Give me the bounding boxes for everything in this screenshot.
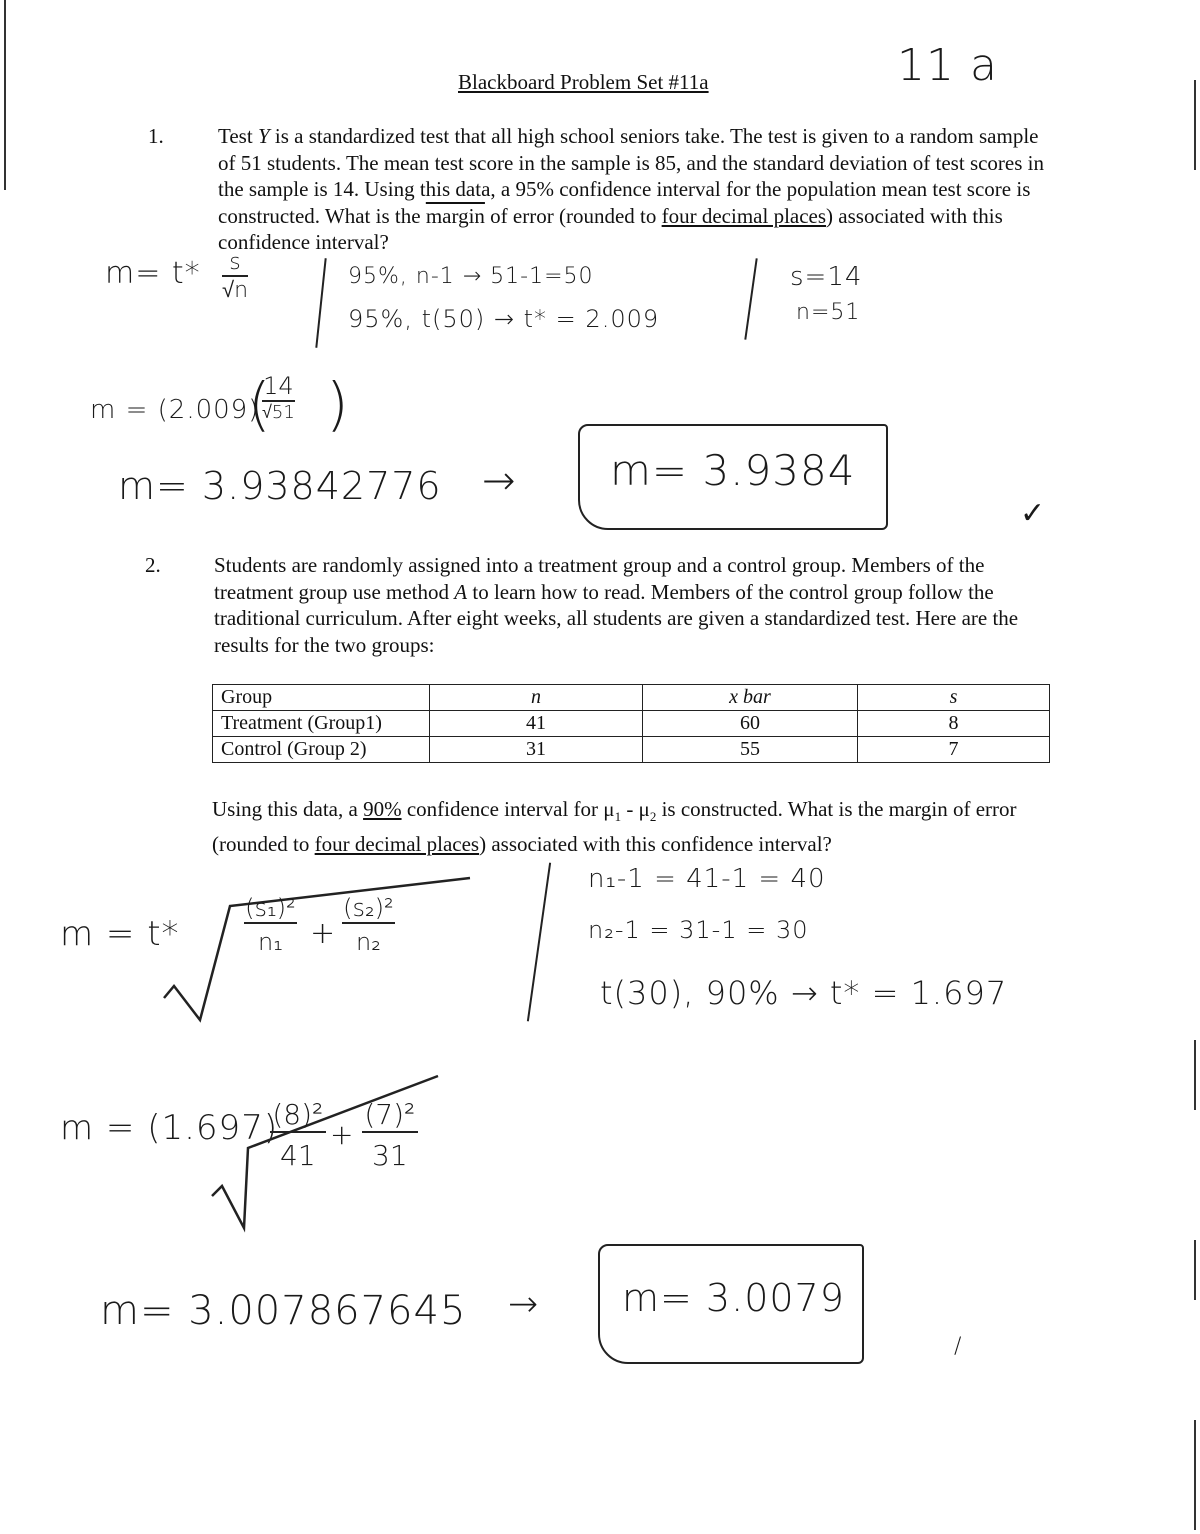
p2-formula-lhs: m = t* xyxy=(60,914,180,954)
p2-sub-term2: $\frac{\text{(7)²}}{31}$ xyxy=(362,1098,418,1172)
p1-formula-lhs: m= t* xyxy=(105,256,201,291)
p2-result-full: m= 3.007867645 xyxy=(100,1288,467,1334)
p2-df-line-3: t(30), 90% → t* = 1.697 xyxy=(600,974,1008,1012)
p1-formula-fraction: $\frac{s}{√n}$ xyxy=(222,250,249,303)
table-header-cell: Group xyxy=(213,685,430,711)
scan-edge-left xyxy=(4,0,6,190)
table-cell: Control (Group 2) xyxy=(213,737,430,763)
p2-df-line-2: n₂-1 = 31-1 = 30 xyxy=(588,916,809,944)
p1-substitution-lhs: m = (2.009) xyxy=(90,395,260,425)
p1-final-answer: m= 3.9384 xyxy=(610,446,856,495)
p2-sub-plus: + xyxy=(330,1118,355,1151)
table-header-row xyxy=(213,685,1050,711)
p2-tick-mark: / xyxy=(954,1334,963,1359)
page-title: Blackboard Problem Set #11a xyxy=(458,70,709,94)
p2-formula-term2: $\frac{\text{(s₂)²}}{\text{n₂}}$ xyxy=(343,894,394,956)
p1-s-value: s=14 xyxy=(790,262,863,292)
problem-1-text: Test Y is a standardized test that all high school seniors take. The test is given to a random sample of 51 students. The mean test score in the sample is 85, and the standard deviation of test scores in the sample is 14. Using this data, a 95% confidence interval for the population mean test score is constructed. What is the margin of error (rounded to four decimal places) associated with this confidence interval? xyxy=(218,124,1045,254)
p2-formula-term1: $\frac{\text{(s₁)²}}{\text{n₁}}$ xyxy=(245,894,296,956)
problem-2-number: 2. xyxy=(145,553,161,577)
p1-divider-1 xyxy=(315,258,326,348)
problem-2-text: Students are randomly assigned into a treatment group and a control group. Members of the treatment group use method A to learn how to read. Members of the control group follow the traditional curriculum. After eight weeks, all students are given a standardized test. Here are the results for the two groups: xyxy=(214,553,1019,657)
table-header-cell: s xyxy=(858,685,1050,711)
table-header-cell: n xyxy=(430,685,643,711)
p1-n-value: n=51 xyxy=(796,300,861,325)
p1-df-line-1: 95%, n-1 → 51-1=50 xyxy=(348,264,594,289)
table-cell: 8 xyxy=(858,711,1050,737)
p1-df-line-2: 95%, t(50) → t* = 2.009 xyxy=(348,305,660,333)
p2-arrow: → xyxy=(508,1284,540,1325)
problem-1-number: 1. xyxy=(148,124,164,148)
table-cell: Treatment (Group1) xyxy=(213,711,430,737)
p2-final-answer: m= 3.0079 xyxy=(622,1276,845,1320)
p1-sub-paren-close: ) xyxy=(326,370,350,438)
p2-formula-plus: + xyxy=(310,916,337,951)
p2-divider xyxy=(527,863,551,1022)
table-cell: 60 xyxy=(643,711,858,737)
scan-edge-right-4 xyxy=(1194,1420,1196,1530)
scan-edge-right-1 xyxy=(1194,80,1196,170)
p2-sub-term1: $\frac{\text{(8)²}}{41}$ xyxy=(270,1098,326,1172)
table-cell: 7 xyxy=(858,737,1050,763)
table-header-cell: x bar xyxy=(643,685,858,711)
p1-sub-paren: ( xyxy=(248,370,272,438)
table-row xyxy=(213,737,1050,763)
handwritten-set-tag: 11 a xyxy=(897,40,998,91)
p1-substitution-fraction: 14 √51 xyxy=(262,372,295,423)
scan-edge-right-2 xyxy=(1194,1040,1196,1110)
table-row xyxy=(213,711,1050,737)
problem-2-question: Using this data, a 90% confidence interval for $\mu_1 - \mu_2$ is constructed. What is the margin of error (rounded to four decimal places) associated with this confidence interval? xyxy=(212,797,1017,856)
scan-edge-right-3 xyxy=(1194,1240,1196,1300)
table-cell: 31 xyxy=(430,737,643,763)
results-table xyxy=(212,684,1050,763)
p1-check-mark: ✓ xyxy=(1020,496,1047,531)
p1-arrow: → xyxy=(482,458,517,504)
p1-result-full: m= 3.93842776 xyxy=(118,464,442,508)
p2-df-line-1: n₁-1 = 41-1 = 40 xyxy=(588,864,826,894)
p2-substitution-lhs: m = (1.697) xyxy=(60,1108,279,1148)
table-cell: 55 xyxy=(643,737,858,763)
p1-divider-2 xyxy=(744,258,757,339)
table-cell: 41 xyxy=(430,711,643,737)
